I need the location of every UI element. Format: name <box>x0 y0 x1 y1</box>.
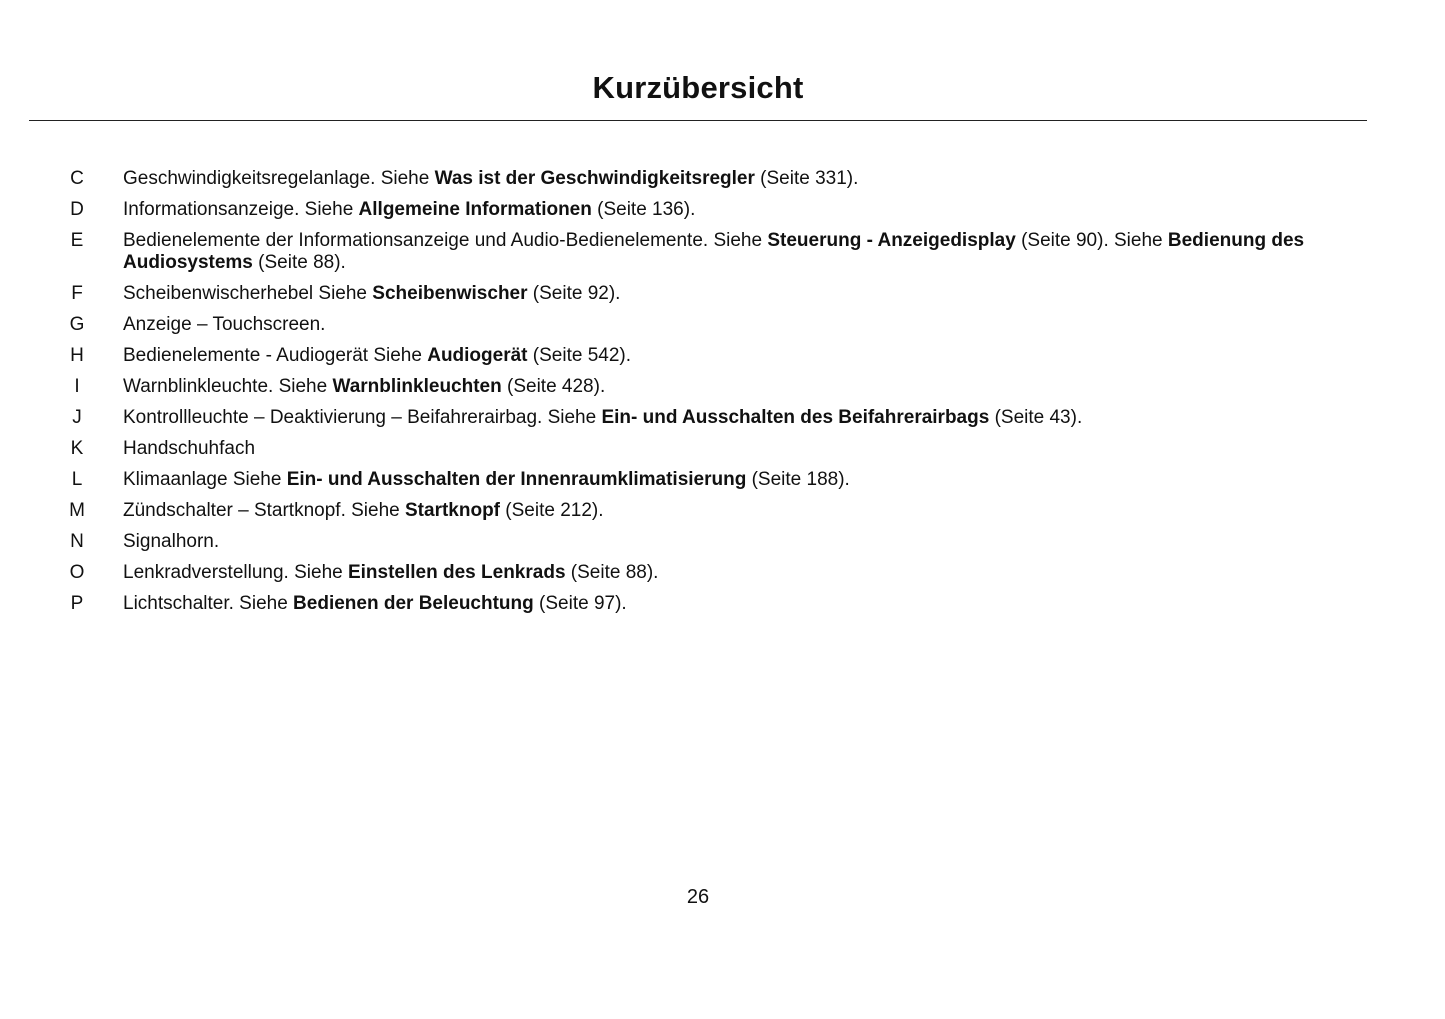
item-description <box>123 438 1323 460</box>
item-description <box>123 345 1323 367</box>
page-reference: (Seite 212). <box>500 500 604 521</box>
item-description <box>123 376 1323 398</box>
item-letter: D <box>70 199 84 220</box>
cross-reference-link[interactable]: Audiogerät <box>427 345 528 366</box>
item-description <box>123 314 1323 336</box>
item-letter: K <box>70 438 84 459</box>
page-reference: (Seite 331). <box>754 168 859 189</box>
item-letter: F <box>71 283 83 304</box>
item-text: Informationsanzeige. Siehe <box>123 199 359 220</box>
list-item <box>0 438 1380 460</box>
item-text: Lichtschalter. Siehe <box>123 593 294 614</box>
item-description <box>123 407 1323 429</box>
item-text: Bedienelemente der Informationsanzeige und Audio-Bedienelemente. Siehe <box>123 230 768 251</box>
cross-reference-link[interactable]: Ein- und Ausschalten der Innenraumklimatisierung <box>286 469 747 490</box>
list-item <box>0 168 1380 190</box>
cross-reference-link[interactable]: Was ist der Geschwindigkeitsregler <box>434 168 755 189</box>
page-reference: (Seite 136). <box>591 199 696 220</box>
list-item <box>0 593 1380 615</box>
cross-reference-link[interactable]: Ein- und Ausschalten des Beifahrerairbags <box>601 407 990 428</box>
cross-reference-link[interactable]: Bedienen der Beleuchtung <box>293 593 534 614</box>
cross-reference-link-secondary[interactable]: Bedienung des Audiosystems <box>123 230 1305 273</box>
item-letter: O <box>69 562 85 583</box>
page-reference: (Seite 90). <box>1015 230 1109 251</box>
list-item <box>0 407 1380 429</box>
list-item <box>0 199 1380 221</box>
item-text: Scheibenwischerhebel Siehe <box>123 283 373 304</box>
item-text: Handschuhfach <box>123 438 256 459</box>
item-letter: L <box>71 469 83 490</box>
item-description <box>123 469 1323 491</box>
cross-reference-link[interactable]: Scheibenwischer <box>372 283 528 304</box>
item-description <box>123 593 1323 615</box>
item-text: Kontrollleuchte – Deaktivierung – Beifahrerairbag. Siehe <box>123 407 602 428</box>
item-letter: P <box>70 593 84 614</box>
item-letter: G <box>69 314 85 335</box>
item-letter: E <box>70 230 84 251</box>
cross-reference-link[interactable]: Steuerung - Anzeigedisplay <box>767 230 1016 251</box>
list-item <box>0 469 1380 491</box>
page-reference: (Seite 92). <box>527 283 621 304</box>
cross-reference-link[interactable]: Einstellen des Lenkrads <box>347 562 566 583</box>
page-reference: (Seite 542). <box>527 345 631 366</box>
item-letter: I <box>74 376 80 397</box>
item-text: Bedienelemente - Audiogerät Siehe <box>123 345 428 366</box>
item-text: Signalhorn. <box>123 531 220 552</box>
page-reference: (Seite 428). <box>501 376 606 397</box>
item-text: Lenkradverstellung. Siehe <box>123 562 348 583</box>
item-description <box>123 168 1323 190</box>
item-description <box>123 500 1323 522</box>
list-item <box>0 314 1380 336</box>
item-letter: J <box>72 407 82 428</box>
list-item <box>0 562 1380 584</box>
legend-list <box>0 168 1380 624</box>
item-letter: C <box>70 168 84 189</box>
list-item <box>0 500 1380 522</box>
item-description <box>123 230 1323 274</box>
cross-reference-link[interactable]: Warnblinkleuchten <box>332 376 502 397</box>
item-letter: H <box>70 345 84 366</box>
item-letter: M <box>69 500 85 521</box>
item-description <box>123 562 1323 584</box>
item-description <box>123 531 1323 553</box>
cross-reference-link[interactable]: Allgemeine Informationen <box>358 199 592 220</box>
page-reference: (Seite 97). <box>533 593 627 614</box>
item-description <box>123 283 1323 305</box>
item-text: Anzeige – Touchscreen. <box>123 314 326 335</box>
list-item <box>0 531 1380 553</box>
page-title: Kurzübersicht <box>592 70 804 105</box>
page-reference: (Seite 88). <box>565 562 659 583</box>
item-text: Klimaanlage Siehe <box>123 469 287 490</box>
item-description <box>123 199 1323 221</box>
item-text: Zündschalter – Startknopf. Siehe <box>123 500 405 521</box>
item-text-secondary: Siehe <box>1108 230 1168 251</box>
page-reference: (Seite 188). <box>746 469 850 490</box>
item-text: Geschwindigkeitsregelanlage. Siehe <box>123 168 435 189</box>
page-reference-secondary: (Seite 88). <box>252 252 346 273</box>
item-text: Warnblinkleuchte. Siehe <box>123 376 333 397</box>
page-reference: (Seite 43). <box>989 407 1083 428</box>
cross-reference-link[interactable]: Startknopf <box>405 500 500 521</box>
list-item <box>0 283 1380 305</box>
list-item <box>0 345 1380 367</box>
page-number: 26 <box>686 886 710 908</box>
list-item <box>0 376 1380 398</box>
title-divider <box>29 120 1367 121</box>
list-item <box>0 230 1380 274</box>
item-letter: N <box>70 531 84 552</box>
